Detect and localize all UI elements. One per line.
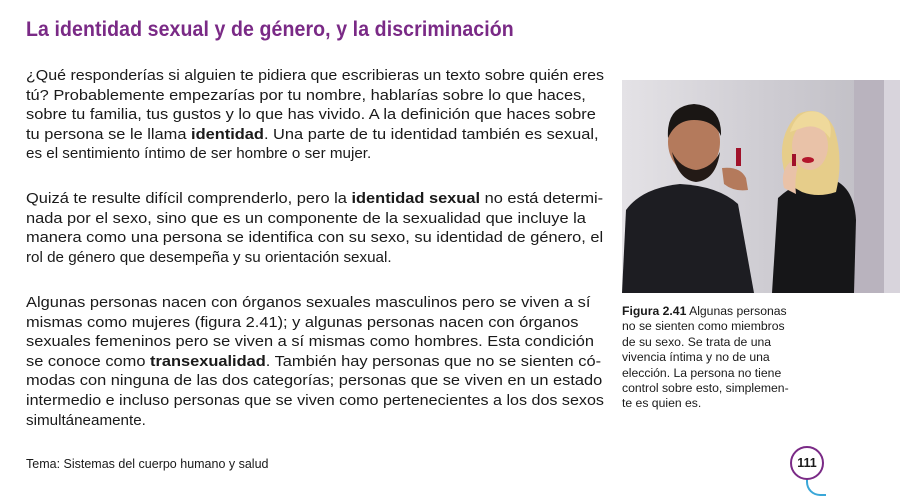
caption-line — [622, 304, 842, 319]
caption-line: no se sienten como miembros — [622, 319, 785, 334]
paragraph-3 — [26, 293, 636, 430]
page-title: La identidad sexual y de género, y la discriminación — [26, 18, 514, 41]
page-number: 111 — [790, 446, 824, 480]
keyword-identidad-sexual: identidad sexual — [351, 190, 481, 207]
keyword-transexualidad: transexualidad — [149, 352, 266, 370]
text-line: tú? Probablemente empezarías por tu nombre, hablarías sobre lo que haces, — [26, 86, 586, 104]
text-line: nada por el sexo, sino que es un componente de la sexualidad que incluye la — [26, 209, 586, 227]
text-line: Algunas personas nacen con órganos sexuales masculinos pero se viven a sí — [26, 294, 591, 311]
text-line: manera como una persona se identifica con su sexo, su identidad de género, el — [26, 229, 604, 247]
figure-label: Figura 2.41 — [622, 304, 687, 318]
text-run: Quizá te resulte difícil comprenderlo, pero la — [26, 190, 352, 207]
text-line: sobre tu familia, tus gustos y lo que has vivido. A la definición que haces sobre — [26, 106, 596, 124]
text-line: ¿Qué responderías si alguien te pidiera que escribieras un texto sobre quién eres — [26, 67, 605, 84]
text-run: no está determi- — [480, 190, 604, 207]
caption-line: de su sexo. Se trata de una — [622, 334, 772, 349]
text-line: rol de género que desempeña y su orientación sexual. — [26, 248, 392, 266]
footer-topic: Tema: Sistemas del cuerpo humano y salud — [26, 457, 269, 471]
text-line: sexuales femeninos pero se viven a sí mismas como hombres. Esta condición — [26, 333, 594, 351]
caption-line: elección. La persona no tiene — [622, 365, 782, 380]
text-line — [26, 189, 603, 209]
text-line: mismas como mujeres (figura 2.41); y algunas personas nacen con órganos — [26, 313, 579, 331]
caption-line: te es quien es. — [622, 396, 702, 411]
text-run: . También hay personas que no se sienten có- — [265, 352, 602, 370]
text-line — [26, 125, 599, 145]
figure-caption — [622, 304, 842, 412]
figure-photo — [622, 80, 900, 293]
text-run: tu persona se le llama — [26, 125, 192, 143]
text-line — [26, 352, 601, 372]
text-line: es el sentimiento íntimo de ser hombre o ser mujer. — [26, 145, 372, 163]
caption-line: vivencia íntima y no de una — [622, 350, 770, 365]
text-line: intermedio e incluso personas que se viven como pertenecientes a los dos sexos — [26, 391, 604, 409]
paragraph-2 — [26, 189, 636, 267]
caption-text: Algunas personas — [686, 304, 787, 318]
caption-line: control sobre esto, simplemen- — [622, 381, 789, 396]
text-line: simultáneamente. — [26, 411, 146, 429]
photo-illustration — [622, 80, 900, 293]
keyword-identidad: identidad — [191, 125, 264, 143]
paragraph-1 — [26, 66, 636, 164]
text-line: modas con ninguna de las dos categorías; personas que se viven en un estado — [26, 372, 603, 390]
text-run: se conoce como — [26, 352, 150, 370]
text-run: . Una parte de tu identidad también es sexual, — [263, 125, 599, 143]
